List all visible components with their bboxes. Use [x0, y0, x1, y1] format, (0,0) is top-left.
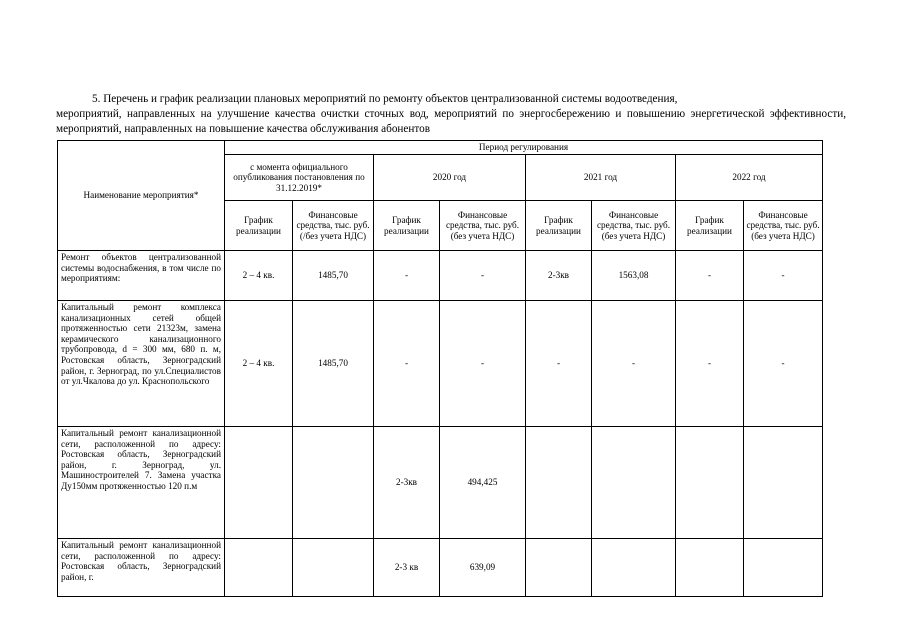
section-heading [56, 92, 846, 137]
header-period: Период регулирования [225, 141, 823, 155]
cell-funds [293, 427, 374, 539]
cell-schedule [526, 427, 592, 539]
cell-funds: 1485,70 [293, 301, 374, 427]
cell-funds: 1563,08 [592, 251, 676, 301]
cell-funds [744, 539, 823, 597]
cell-schedule: - [374, 301, 440, 427]
cell-schedule: - [676, 251, 744, 301]
header-group-2022: 2022 год [676, 155, 823, 201]
cell-funds: - [744, 251, 823, 301]
header-schedule: График реализации [526, 201, 592, 251]
cell-schedule: - [676, 301, 744, 427]
cell-funds: - [744, 301, 823, 427]
cell-funds [592, 539, 676, 597]
header-name-column: Наименование мероприятия* [58, 141, 225, 251]
row-name: Ремонт объектов централизованной системы водоснабжения, в том числе по мероприятиям: [58, 251, 225, 301]
header-schedule: График реализации [676, 201, 744, 251]
cell-schedule: 2-3 кв [374, 539, 440, 597]
cell-schedule [676, 427, 744, 539]
row-name: Капитальный ремонт комплекса канализационных сетей общей протяженностью сети 21323м, замена керамического канализационного трубопровода, d = 300 мм, 680 п. м, Ростовская область, Зерноградский район, г. Зерноград, по ул.Специалистов от ул.Чкалова до ул. Краснопольского [58, 301, 225, 427]
cell-schedule: - [526, 301, 592, 427]
cell-funds: 494,425 [440, 427, 526, 539]
table-row [58, 539, 823, 597]
cell-funds: - [440, 251, 526, 301]
cell-schedule: 2-3кв [374, 427, 440, 539]
cell-schedule: 2 – 4 кв. [225, 301, 293, 427]
heading-line-1: 5. Перечень и график реализации плановых мероприятий по ремонту объектов централизованной системы водоотведения, [92, 93, 678, 105]
header-funds: Финансовые средства, тыс. руб. (без учета НДС) [592, 201, 676, 251]
plan-table [57, 140, 823, 597]
cell-schedule: 2 – 4 кв. [225, 251, 293, 301]
cell-schedule [676, 539, 744, 597]
cell-funds [293, 539, 374, 597]
header-funds: Финансовые средства, тыс. руб. (/без учета НДС) [293, 201, 374, 251]
cell-funds: - [592, 301, 676, 427]
table-row [58, 427, 823, 539]
cell-funds: - [440, 301, 526, 427]
header-group-initial: с момента официального опубликования постановления по 31.12.2019* [225, 155, 374, 201]
cell-funds: 1485,70 [293, 251, 374, 301]
table-row [58, 301, 823, 427]
table-row [58, 251, 823, 301]
cell-schedule: 2-3кв [526, 251, 592, 301]
header-funds: Финансовые средства, тыс. руб. (без учета НДС) [440, 201, 526, 251]
header-schedule: График реализации [374, 201, 440, 251]
header-schedule: График реализации [225, 201, 293, 251]
header-group-2020: 2020 год [374, 155, 526, 201]
row-name: Капитальный ремонт канализационной сети, расположенной по адресу: Ростовская область, Зерноградский район, г. Зерноград, ул. Машиностроителей 7. Замена участка Ду150мм протяженностью 120 п.м [58, 427, 225, 539]
cell-funds [744, 427, 823, 539]
header-funds: Финансовые средства, тыс. руб. (без учета НДС) [744, 201, 823, 251]
cell-schedule [526, 539, 592, 597]
heading-line-rest: мероприятий, направленных на улучшение качества очистки сточных вод, мероприятий по энергосбережению и повышению энергетической эффективности, мероприятий, направленных на повышение качества обслуживания абонентов [56, 108, 846, 135]
row-name: Капитальный ремонт канализационной сети, расположенной по адресу: Ростовская область, Зерноградский район, г. [58, 539, 225, 597]
cell-funds [592, 427, 676, 539]
header-group-2021: 2021 год [526, 155, 676, 201]
cell-schedule: - [374, 251, 440, 301]
cell-schedule [225, 427, 293, 539]
cell-schedule [225, 539, 293, 597]
cell-funds: 639,09 [440, 539, 526, 597]
